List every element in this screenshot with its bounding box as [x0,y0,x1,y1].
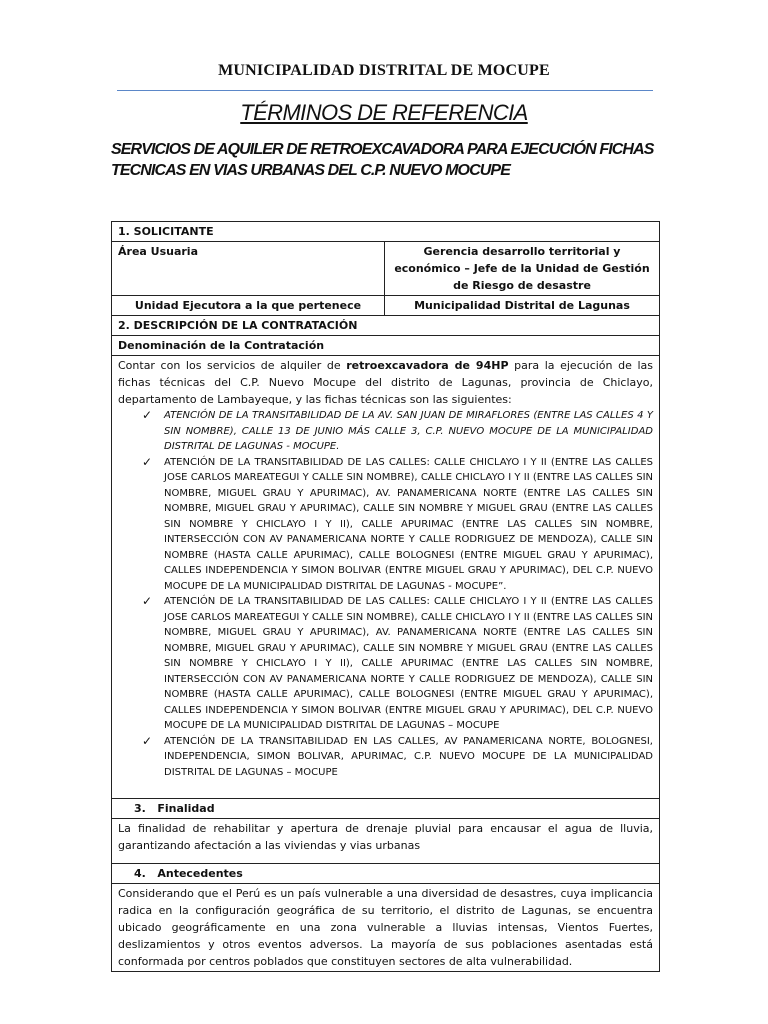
finalidad-body [112,819,660,864]
list-item [142,734,653,781]
section-solicitante-header-row [112,222,660,242]
intro-text-before: Contar con los servicios de alquiler de [118,359,347,372]
denominacion-row [112,336,660,356]
checkmark-icon: ✓ [142,454,153,469]
section-descripcion-header-row [112,316,660,336]
antecedentes-number: 4. [134,867,146,880]
list-item [142,455,653,595]
list-item [142,594,653,734]
list-item-text: ATENCIÓN DE LA TRANSITABILIDAD DE LA AV. SAN JUAN DE MIRAFLORES (ENTRE LAS CALLES 4 Y SIN NOMBRE), CALLE 13 DE JUNIO MÁS CALLE 3, C.P. NUEVO MOCUPE DE LA MUNICIPALIDAD DISTRITAL DE LAGUNAS - MOCUPE. [164,410,653,452]
intro-text-after: para la ejecución de las fichas técnicas del C.P. Nuevo Mocupe del distrito de Lagunas, provincia de Chiclayo, departamento de Lambayeque, y las fichas técnicas son las siguientes: [118,359,653,406]
antecedentes-title: Antecedentes [157,867,243,880]
list-item-text: ATENCIÓN DE LA TRANSITABILIDAD DE LAS CALLES: CALLE CHICLAYO I Y II (ENTRE LAS CALLES JOSE CARLOS MAREATEGUI Y CALLE SIN NOMBRE), CALLE CHICLAYO I Y II (ENTRE LAS CALLES SIN NOMBRE, MIGUEL GRAU Y APURIMAC), AV. PANAMERICANA NORTE (ENTRE LAS CALLES SIN NOMBRE, MIGUEL GRAU Y APURIMAC), CALLE SIN NOMBRE Y MIGUEL GRAU (ENTRE LAS CALLES SIN NOMBRE Y CHICLAYO I Y II), CALLE APURIMAC (ENTRE LAS CALLES SIN NOMBRE, INTERSECCIÓN CON AV PANAMERICANA NORTE Y CALLE RODRIGUEZ DE MENDOZA), CALLE SIN NOMBRE (HASTA CALLE APURIMAC), CALLE BOLOGNESI (ENTRE MIGUEL GRAU Y APURIMAC), CALLES INDEPENDENCIA Y SIMON BOLIVAR (ENTRE MIGUEL GRAU Y APURIMAC), DEL C.P. NUEVO MOCUPE DE LA MUNICIPALIDAD DISTRITAL DE LAGUNAS – MOCUPE [164,596,653,731]
unidad-ejecutora-value: Municipalidad Distrital de Lagunas [385,296,660,316]
blank-space [118,780,653,797]
unidad-ejecutora-label: Unidad Ejecutora a la que pertenece [112,296,385,316]
denominacion-label: Denominación de la Contratación [112,336,660,356]
section-antecedentes-heading [112,864,660,884]
municipality-header: MUNICIPALIDAD DISTRITAL DE MOCUPE [218,62,550,79]
finalidad-text: La finalidad de rehabilitar y apertura de drenaje pluvial para encausar el agua de lluvia, garantizando afectación a las viviendas y vias urbanas [118,822,653,852]
area-usuaria-label: Área Usuaria [112,242,385,296]
antecedentes-body [112,884,660,972]
fichas-list [118,408,653,780]
area-usuaria-row [112,242,660,296]
descripcion-body [112,356,660,799]
list-item-text: ATENCIÓN DE LA TRANSITABILIDAD EN LAS CALLES, AV PANAMERICANA NORTE, BOLOGNESI, INDEPENDENCIA, SIMON BOLIVAR, APURIMAC, C.P. NUEVO MOCUPE DE LA MUNICIPALIDAD DISTRITAL DE LAGUNAS – MOCUPE [164,735,653,778]
list-item [142,408,653,455]
antecedentes-body-row [112,884,660,972]
section-solicitante-heading: 1. SOLICITANTE [112,222,660,242]
blank-space [118,854,653,862]
document-title: TÉRMINOS DE REFERENCIA [240,100,528,125]
section-finalidad-heading [112,799,660,819]
checkmark-icon: ✓ [142,408,153,422]
descripcion-body-row [112,356,660,799]
antecedentes-text: Considerando que el Perú es un país vulnerable a una diversidad de desastres, cuya implicancia radica en la configuración geográfica de su territorio, el distrito de Lagunas, se encuentra ubicado geográficamente en una zona vulnerable a lluvias intensas, Vientos Fuertes, deslizamientos y otros eventos adversos. La mayoría de sus poblaciones asentadas está conformada por centros poblados que constituyen sectores de alta vulnerabilidad. [118,887,653,968]
descripcion-intro [118,357,653,408]
finalidad-number: 3. [134,802,146,815]
checkmark-icon: ✓ [142,733,153,748]
terms-table [111,221,660,972]
list-item-text: ATENCIÓN DE LA TRANSITABILIDAD DE LAS CALLES: CALLE CHICLAYO I Y II (ENTRE LAS CALLES JOSE CARLOS MAREATEGUI Y CALLE SIN NOMBRE), CALLE CHICLAYO I Y II (ENTRE LAS CALLES SIN NOMBRE, MIGUEL GRAU Y APURIMAC), AV. PANAMERICANA NORTE (ENTRE LAS CALLES SIN NOMBRE, MIGUEL GRAU Y APURIMAC), CALLE SIN NOMBRE Y MIGUEL GRAU (ENTRE LAS CALLES SIN NOMBRE Y CHICLAYO I Y II), CALLE APURIMAC (ENTRE LAS CALLES SIN NOMBRE, INTERSECCIÓN CON AV PANAMERICANA NORTE Y CALLE RODRIGUEZ DE MENDOZA), CALLE SIN NOMBRE (HASTA CALLE APURIMAC), CALLE BOLOGNESI (ENTRE MIGUEL GRAU Y APURIMAC), CALLES INDEPENDENCIA Y SIMON BOLIVAR (ENTRE MIGUEL GRAU Y APURIMAC), DEL C.P. NUEVO MOCUPE DE LA MUNICIPALIDAD DISTRITAL DE LAGUNAS - MOCUPE”. [164,456,653,592]
section-finalidad-header-row [112,799,660,819]
unidad-ejecutora-row [112,296,660,316]
section-descripcion-heading: 2. DESCRIPCIÓN DE LA CONTRATACIÓN [112,316,660,336]
finalidad-title: Finalidad [157,802,215,815]
header-divider [117,90,653,91]
finalidad-body-row [112,819,660,864]
intro-text-bold: retroexcavadora de 94HP [346,359,509,372]
checkmark-icon: ✓ [142,594,153,608]
document-subtitle: SERVICIOS DE AQUILER DE RETROEXCAVADORA PARA EJECUCIÓN FICHAS TECNICAS EN VIAS URBANAS DEL C.P. NUEVO MOCUPE [111,141,654,179]
area-usuaria-value: Gerencia desarrollo territorial y económico – Jefe de la Unidad de Gestión de Riesgo de desastre [385,242,660,296]
section-antecedentes-header-row [112,864,660,884]
